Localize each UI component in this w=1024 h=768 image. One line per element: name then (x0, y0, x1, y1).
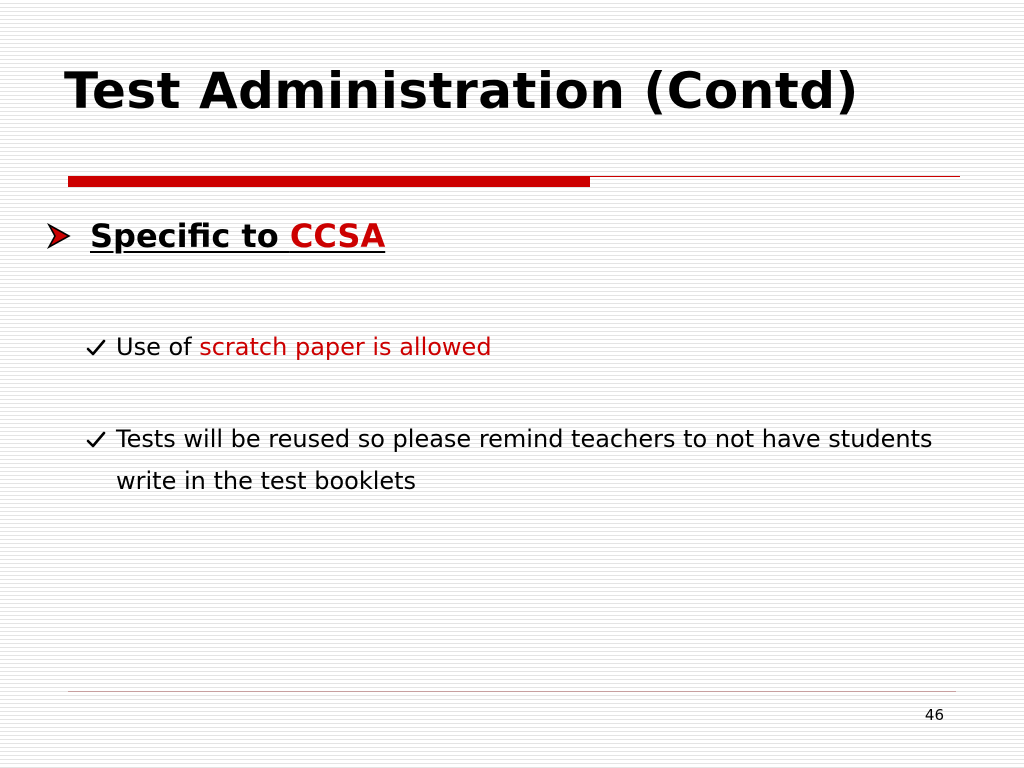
sub-bullet-2-text: Tests will be reused so please remind teachers to not have students write in the test booklets (116, 425, 933, 495)
checkmark-icon (84, 428, 108, 452)
arrow-bullet-icon (46, 216, 72, 256)
title-accent-bar (68, 176, 590, 187)
sub-bullet-1-highlight: scratch paper is allowed (199, 333, 492, 361)
checkmark-icon (84, 336, 108, 360)
slide-title: Test Administration (Contd) (64, 62, 859, 120)
heading-bullet (46, 214, 385, 258)
sub-bullet-1 (84, 332, 984, 368)
sub-bullet-2 (84, 424, 984, 502)
heading-bullet-highlight: CCSA (289, 217, 386, 255)
page-number: 46 (924, 706, 944, 724)
heading-bullet-label: Specific to (90, 217, 290, 255)
sub-bullet-1-text (116, 326, 966, 368)
sub-bullet-1-label: Use of (116, 333, 200, 361)
heading-bullet-text (90, 214, 385, 258)
title-accent-line (590, 176, 960, 177)
footer-divider (68, 691, 956, 692)
